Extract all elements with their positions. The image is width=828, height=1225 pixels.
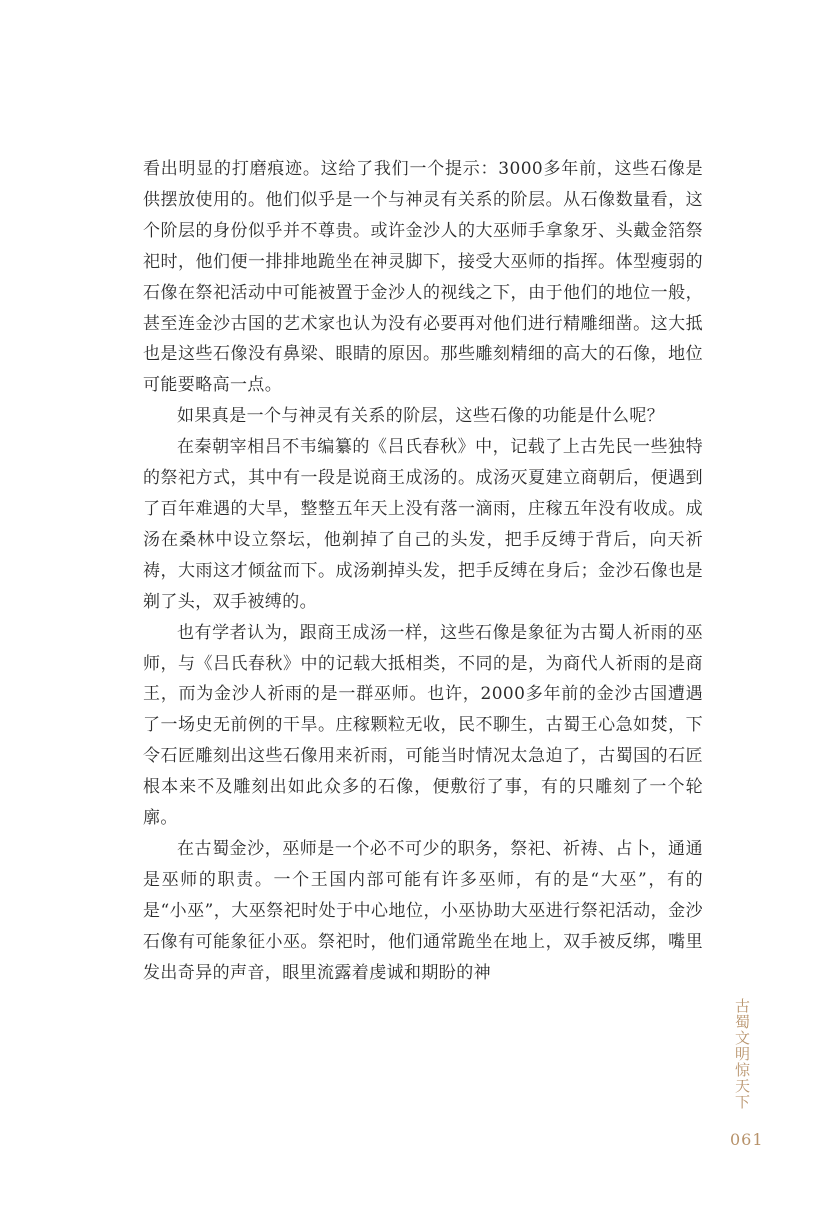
paragraph: 在秦朝宰相吕不韦编纂的《吕氏春秋》中，记载了上古先民一些独特的祭祀方式，其中有一段是说商王成汤的。成汤灭夏建立商朝后，便遇到了百年难遇的大旱，整整五年天上没有落一滴雨，庄稼五年没有收成。成汤在桑林中设立祭坛，他剃掉了自己的头发，把手反缚于背后，向天祈祷，大雨这才倾盆而下。成汤剃掉头发，把手反缚在身后；金沙石像也是剃了头，双手被缚的。 [143,437,703,612]
paragraph: 如果真是一个与神灵有关系的阶层，这些石像的功能是什么呢？ [177,406,665,427]
paragraph: 也有学者认为，跟商王成汤一样，这些石像是象征为古蜀人祈雨的巫师，与《吕氏春秋》中的记载大抵相类，不同的是，为商代人祈雨的是商王，而为金沙人祈雨的是一群巫师。也许，2000多年前的金沙古国遭遇了一场史无前例的干旱。庄稼颗粒无收，民不聊生，古蜀王心急如焚，下令石匠雕刻出这些石像用来祈雨，可能当时情况太急迫了，古蜀国的石匠根本来不及雕刻出如此众多的石像，便敷衍了事，有的只雕刻了一个轮廓。 [143,622,703,829]
paragraph: 看出明显的打磨痕迹。这给了我们一个提示：3000多年前，这些石像是供摆放使用的。他们似乎是一个与神灵有关系的阶层。从石像数量看，这个阶层的身份似乎并不尊贵。或许金沙人的大巫师手拿象牙、头戴金箔祭祀时，他们便一排排地跪坐在神灵脚下，接受大巫师的指挥。体型瘦弱的石像在祭祀活动中可能被置于金沙人的视线之下，由于他们的地位一般，甚至连金沙古国的艺术家也认为没有必要再对他们进行精雕细凿。这大抵也是这些石像没有鼻梁、眼睛的原因。那些雕刻精细的高大的石像，地位可能要略高一点。 [143,159,703,396]
paragraph: 在古蜀金沙，巫师是一个必不可少的职务，祭祀、祈祷、占卜，通通是巫师的职责。一个王国内部可能有许多巫师，有的是“大巫”，有的是“小巫”，大巫祭祀时处于中心地位，小巫协助大巫进行祭祀活动，金沙石像有可能象征小巫。祭祀时，他们通常跪坐在地上，双手被反绑，嘴里发出奇异的声音，眼里流露着虔诚和期盼的神 [143,838,703,983]
body-text [143,154,703,988]
page-number: 061 [730,1130,764,1149]
running-title: 古蜀文明惊天下 [733,998,751,1110]
